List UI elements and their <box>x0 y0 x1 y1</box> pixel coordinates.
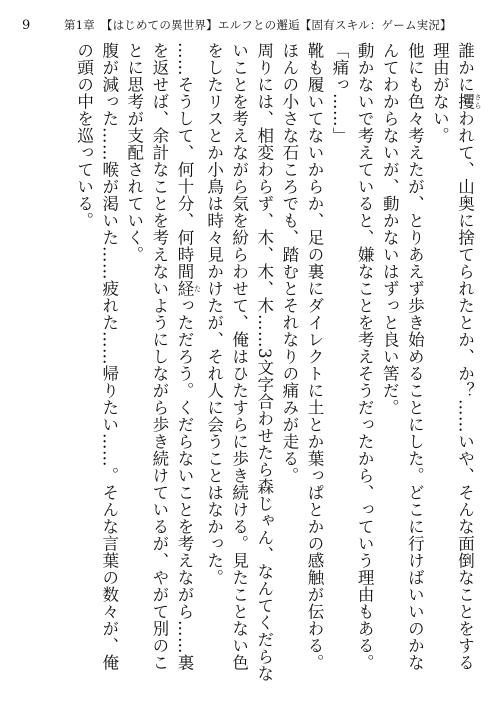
paragraph-text-7: ……そうして、何十分、何時間経 たっただろう。くだらないことを考えながら……裏を返せば、余計なことを考えないようにしながら歩き続けているが、やがて別のことに思考が支配されていく。 <box>124 42 202 671</box>
dialogue-line: 「痛っ……」 <box>330 42 350 144</box>
paragraph: 腹が減った……喉が渇いた……疲れた……帰りたい……。そんな言葉の数々が、俺の頭の中を巡っている。 <box>74 42 119 671</box>
paragraph: 他にも色々考えたが、とりあえず歩き始めることにした。どこに行けばいいのかなんてわからないが、動かないはずっと良い筈だ。 <box>380 42 425 671</box>
paragraph: 周りには、相変わらず、木、木、木……3文字合わせたら森じゃん、なんてくだらないことを考えながら気を紛らわせて、俺はひたすらに歩き続ける。見たことない色をしたリスとか小鳥は時々見かけたが、それ人に会うことはなかった。 <box>204 42 274 682</box>
furigana-ta: 経 た <box>174 280 202 297</box>
furigana-ta-reading: た <box>193 280 202 297</box>
paragraph-text-1: 誰かに攫 さらわれて、山奥に捨てられたとか、か？……いや、そんな面倒なことをする理由がない。 <box>430 42 482 671</box>
page-header <box>22 14 478 36</box>
paragraph <box>122 42 202 687</box>
furigana-sara-reading: さら <box>474 93 482 110</box>
paragraph: 靴も履いてないからか、足の裏にダイレクトに土とか葉っぱとかの感触が伝わる。ほんの小さな石ころでも、踏むとそれなりの痛みが走る。 <box>279 42 324 671</box>
running-head: 第1章 【はじめての異世界】エルフとの邂逅【固有スキル：ゲーム実況】 <box>64 18 452 32</box>
page-number: 9 <box>22 17 31 33</box>
paragraph <box>427 42 482 687</box>
body-text <box>30 42 482 687</box>
paragraph: 動かないで考えていると、嫌なことを考えそうだったから、っていう理由もある。 <box>355 42 375 671</box>
furigana-sara: 攫 さら <box>455 93 482 110</box>
